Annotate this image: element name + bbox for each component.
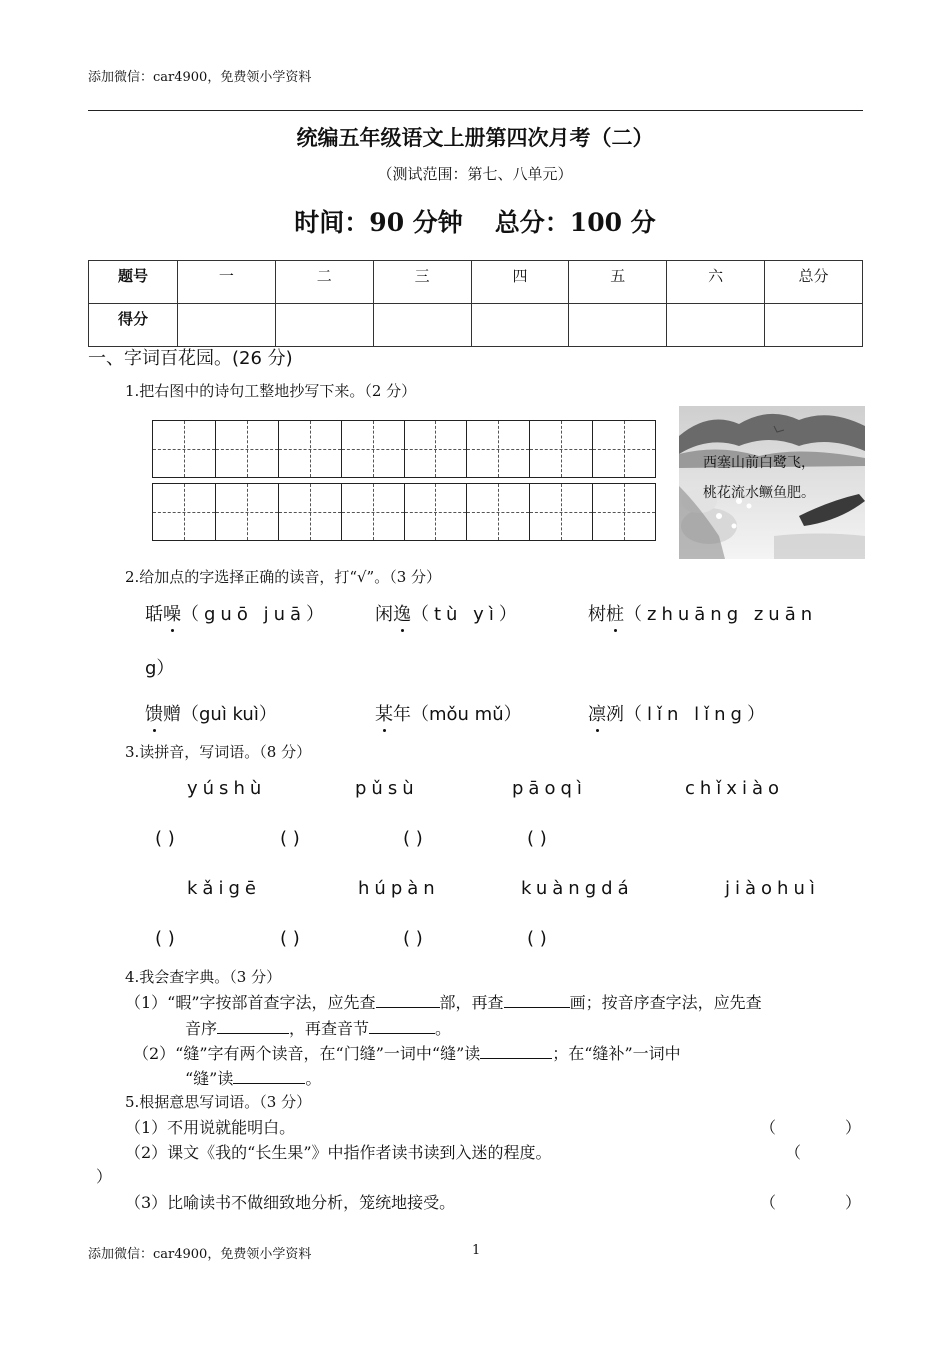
- q2-item-2-pre: 闲: [375, 604, 393, 625]
- q2-item-3-pre: 树: [588, 604, 606, 625]
- score-table-header-row: [89, 261, 863, 304]
- q4-l2c: 。: [435, 1019, 452, 1038]
- q2-item-4-post: 赠: [163, 704, 181, 725]
- grid-cell[interactable]: [405, 421, 468, 477]
- score-col-1: 一: [178, 261, 276, 304]
- writing-grid-1[interactable]: [152, 420, 656, 478]
- exam-total: 总分：100 分: [494, 208, 656, 237]
- section1-title: 一、字词百花园。(26 分): [88, 348, 293, 369]
- q3-answer-7[interactable]: ( ): [403, 928, 423, 949]
- q2-item-4-dotted-char: 馈: [145, 704, 163, 725]
- q3-pinyin-7: kuàngdá: [521, 878, 634, 899]
- score-col-6: 六: [667, 261, 765, 304]
- q5-item-1: （1）不用说就能明白。: [125, 1118, 296, 1137]
- q3-answer-4[interactable]: ( ): [527, 828, 547, 849]
- exam-time: 时间：90 分钟: [294, 208, 463, 237]
- q2-item-6-pinyin[interactable]: （lǐn lǐng）: [624, 704, 770, 725]
- q5-prompt: 5.根据意思写词语。（3 分）: [125, 1093, 312, 1111]
- score-cell[interactable]: [667, 304, 765, 347]
- exam-title: 统编五年级语文上册第四次月考（二）: [296, 125, 654, 150]
- q4-l1a: （1）“暇”字按部首查字法，应先查: [125, 993, 376, 1012]
- grid-cell[interactable]: [467, 484, 530, 540]
- header-note: 添加微信：car4900，免费领小学资料: [88, 70, 312, 85]
- grid-cell[interactable]: [279, 421, 342, 477]
- q2-item-5-post: 年: [393, 704, 411, 725]
- q3-prompt: 3.读拼音，写词语。（8 分）: [125, 743, 312, 761]
- q3-answer-6[interactable]: ( ): [280, 928, 300, 949]
- grid-cell[interactable]: [153, 421, 216, 477]
- q3-answer-3[interactable]: ( ): [403, 828, 423, 849]
- score-cell[interactable]: [373, 304, 471, 347]
- score-table: [88, 260, 863, 347]
- q2-item-2-dotted-char: 逸: [393, 604, 411, 625]
- q2-item-4-pinyin[interactable]: （guì kuì）: [181, 704, 277, 725]
- q2-item-1: [145, 600, 329, 626]
- q3-pinyin-5: kǎigē: [187, 878, 261, 899]
- q2-item-1-pinyin[interactable]: （guō juā）: [181, 604, 330, 625]
- q2-item-1-dotted-char: 噪: [163, 604, 181, 625]
- q2-item-3-wrap: g）: [145, 658, 175, 679]
- q4-line-4: [185, 1066, 321, 1089]
- q4-l4b: 。: [305, 1069, 322, 1088]
- grid-cell[interactable]: [342, 421, 405, 477]
- footer-note: 添加微信：car4900，免费领小学资料: [88, 1247, 312, 1262]
- q3-answer-1[interactable]: ( ): [155, 828, 175, 849]
- q4-blank-strokes[interactable]: [504, 993, 570, 1008]
- q4-blank-reading-2[interactable]: [233, 1069, 305, 1084]
- q5-answer-3-right[interactable]: ）: [845, 1193, 862, 1212]
- q4-blank-radical[interactable]: [376, 993, 440, 1008]
- q3-pinyin-1: yúshù: [187, 778, 267, 799]
- score-cell[interactable]: [471, 304, 569, 347]
- exam-scope: （测试范围：第七、八单元）: [377, 165, 573, 183]
- q3-answer-5[interactable]: ( ): [155, 928, 175, 949]
- q5-answer-2-left[interactable]: （: [785, 1143, 802, 1162]
- q2-item-5-pinyin[interactable]: （mǒu mǔ）: [411, 704, 522, 725]
- q4-l1c: 画；按音序查字法，应先查: [569, 993, 762, 1012]
- q5-answer-1-left[interactable]: （: [760, 1118, 777, 1137]
- q2-item-5-dotted-char: 某: [375, 704, 393, 725]
- poem-line-1: 西塞山前白鹭飞，: [703, 455, 815, 471]
- q3-answer-8[interactable]: ( ): [527, 928, 547, 949]
- poem-illustration: [679, 406, 865, 559]
- q3-pinyin-4: chǐxiào: [685, 778, 785, 799]
- q2-item-3-dotted-char: 桩: [606, 604, 624, 625]
- q4-line-1: [125, 990, 762, 1013]
- score-col-3: 三: [373, 261, 471, 304]
- grid-cell[interactable]: [467, 421, 530, 477]
- q4-line-3: [133, 1041, 681, 1064]
- q4-blank-reading-1[interactable]: [480, 1044, 552, 1059]
- q3-pinyin-2: pǔsù: [355, 778, 419, 799]
- exam-time-total: [0, 203, 950, 239]
- q2-item-1-pre: 聒: [145, 604, 163, 625]
- q2-item-3: [588, 600, 817, 626]
- score-row2-header: 得分: [89, 304, 178, 347]
- q5-answer-3-left[interactable]: （: [760, 1193, 777, 1212]
- q2-item-2-pinyin[interactable]: （tù yì）: [411, 604, 522, 625]
- score-col-total: 总分: [765, 261, 863, 304]
- q4-l4a: “缝”读: [185, 1069, 234, 1088]
- q3-pinyin-6: húpàn: [358, 878, 440, 899]
- q2-item-4: [145, 700, 277, 726]
- q2-item-6-post: 冽: [606, 704, 624, 725]
- score-col-5: 五: [569, 261, 667, 304]
- q4-l3b: ；在“缝补”一词中: [552, 1044, 681, 1063]
- writing-grid-2[interactable]: [152, 483, 656, 541]
- q4-prompt: 4.我会查字典。（3 分）: [125, 968, 282, 986]
- grid-cell[interactable]: [530, 484, 593, 540]
- q3-pinyin-3: pāoqì: [512, 778, 587, 799]
- grid-cell[interactable]: [593, 421, 655, 477]
- q2-item-5: [375, 700, 522, 726]
- q4-blank-syllable[interactable]: [369, 1019, 435, 1034]
- q2-prompt: 2.给加点的字选择正确的读音，打“√”。（3 分）: [125, 568, 442, 586]
- score-table-score-row: [89, 304, 863, 347]
- q5-item-2: （2）课文《我的“长生果”》中指作者读书读到入迷的程度。: [125, 1143, 552, 1162]
- q5-answer-1-right[interactable]: ）: [845, 1118, 862, 1137]
- q5-answer-2-right[interactable]: ）: [96, 1167, 113, 1186]
- score-row1-header: 题号: [89, 261, 178, 304]
- q4-l1b: 部，再查: [439, 993, 504, 1012]
- score-cell[interactable]: [765, 304, 863, 347]
- q2-item-6-dotted-char: 凛: [588, 704, 606, 725]
- grid-cell[interactable]: [153, 484, 216, 540]
- score-cell[interactable]: [178, 304, 276, 347]
- score-col-4: 四: [471, 261, 569, 304]
- score-cell[interactable]: [569, 304, 667, 347]
- q4-l3a: （2）“缝”字有两个读音，在“门缝”一词中“缝”读: [133, 1044, 481, 1063]
- grid-cell[interactable]: [216, 484, 279, 540]
- q1-prompt: 1.把右图中的诗句工整地抄写下来。（2 分）: [125, 382, 417, 400]
- grid-cell[interactable]: [342, 484, 405, 540]
- grid-cell[interactable]: [405, 484, 468, 540]
- poem-line-2: 桃花流水鳜鱼肥。: [703, 485, 815, 501]
- q5-item-3: （3）比喻读书不做细致地分析，笼统地接受。: [125, 1193, 456, 1212]
- score-cell[interactable]: [275, 304, 373, 347]
- q2-item-6: [588, 700, 770, 726]
- grid-cell[interactable]: [530, 421, 593, 477]
- q2-item-3-pinyin[interactable]: （zhuāng zuān: [624, 604, 818, 625]
- grid-cell[interactable]: [216, 421, 279, 477]
- q4-l2a: 音序: [185, 1019, 218, 1038]
- q4-line-2: [185, 1016, 451, 1039]
- score-col-2: 二: [275, 261, 373, 304]
- q3-answer-2[interactable]: ( ): [280, 828, 300, 849]
- q4-l2b: ，再查音节: [289, 1019, 370, 1038]
- grid-cell[interactable]: [593, 484, 655, 540]
- q4-blank-initial[interactable]: [217, 1019, 289, 1034]
- q3-pinyin-8: jiàohuì: [725, 878, 820, 899]
- page-number: 1: [472, 1243, 481, 1258]
- q2-item-2: [375, 600, 522, 626]
- grid-cell[interactable]: [279, 484, 342, 540]
- header-rule: [88, 110, 863, 111]
